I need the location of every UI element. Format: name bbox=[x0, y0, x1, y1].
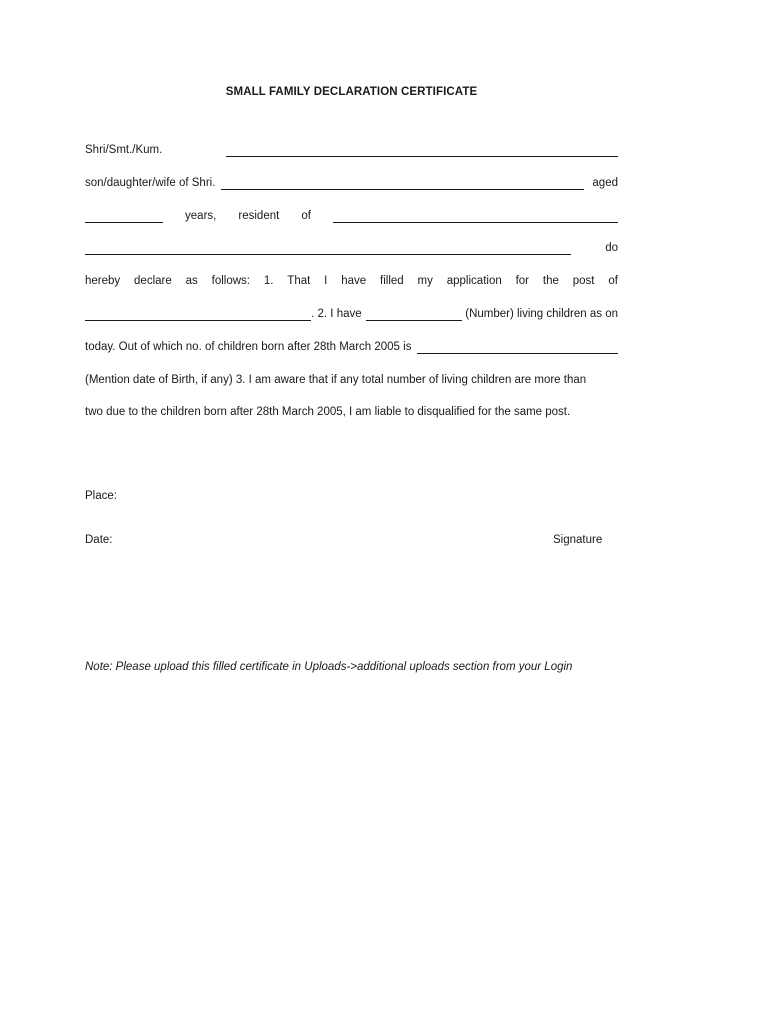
i-have-label: . 2. I have bbox=[311, 308, 362, 320]
word: I bbox=[324, 275, 328, 287]
place-label: Place: bbox=[85, 490, 117, 502]
word: of bbox=[608, 275, 618, 287]
word: have bbox=[341, 275, 367, 287]
dob-text: (Mention date of Birth, if any) 3. I am aware that if any total number of living children are more than bbox=[85, 374, 587, 386]
relation-line bbox=[85, 176, 618, 190]
age-blank[interactable] bbox=[85, 211, 163, 223]
living-children-label: (Number) living children as on bbox=[465, 308, 618, 320]
address-line bbox=[85, 241, 618, 255]
post-blank[interactable] bbox=[85, 309, 311, 321]
of-label: of bbox=[301, 210, 311, 222]
children-count-blank[interactable] bbox=[366, 309, 463, 321]
aged-label: aged bbox=[592, 177, 618, 189]
word: 1. bbox=[263, 275, 274, 287]
word: hereby bbox=[85, 275, 121, 287]
liability-line bbox=[85, 405, 618, 419]
relation-name-blank[interactable] bbox=[221, 178, 584, 190]
post-children-line bbox=[85, 307, 618, 321]
age-residence-line bbox=[85, 209, 618, 223]
word: as bbox=[185, 275, 198, 287]
relation-label: son/daughter/wife of Shri. bbox=[85, 177, 216, 189]
document-title: SMALL FAMILY DECLARATION CERTIFICATE bbox=[225, 86, 478, 98]
address-blank[interactable] bbox=[85, 243, 571, 255]
declaration-line bbox=[85, 274, 618, 288]
children-after-date-blank[interactable] bbox=[417, 342, 618, 354]
word: my bbox=[417, 275, 433, 287]
word: That bbox=[287, 275, 311, 287]
upload-note: Note: Please upload this filled certificate in Uploads->additional uploads section from your Login bbox=[85, 661, 573, 673]
word: for bbox=[515, 275, 530, 287]
children-after-date-line bbox=[85, 340, 618, 354]
name-line bbox=[85, 143, 618, 157]
liability-text: two due to the children born after 28th March 2005, I am liable to disqualified for the same post. bbox=[85, 406, 571, 418]
word: follows: bbox=[211, 275, 250, 287]
word: filled bbox=[380, 275, 404, 287]
word: application bbox=[446, 275, 502, 287]
word: post bbox=[572, 275, 595, 287]
word: declare bbox=[134, 275, 172, 287]
word: the bbox=[542, 275, 559, 287]
do-label: do bbox=[605, 242, 618, 254]
resident-label: resident bbox=[238, 210, 280, 222]
dob-line bbox=[85, 373, 618, 387]
residence-blank[interactable] bbox=[333, 211, 618, 223]
name-label: Shri/Smt./Kum. bbox=[85, 144, 163, 156]
name-blank[interactable] bbox=[226, 145, 618, 157]
children-after-date-label: today. Out of which no. of children born after 28th March 2005 is bbox=[85, 341, 412, 353]
signature-label: Signature bbox=[553, 534, 603, 546]
years-label: years, bbox=[185, 210, 217, 222]
date-label: Date: bbox=[85, 534, 113, 546]
